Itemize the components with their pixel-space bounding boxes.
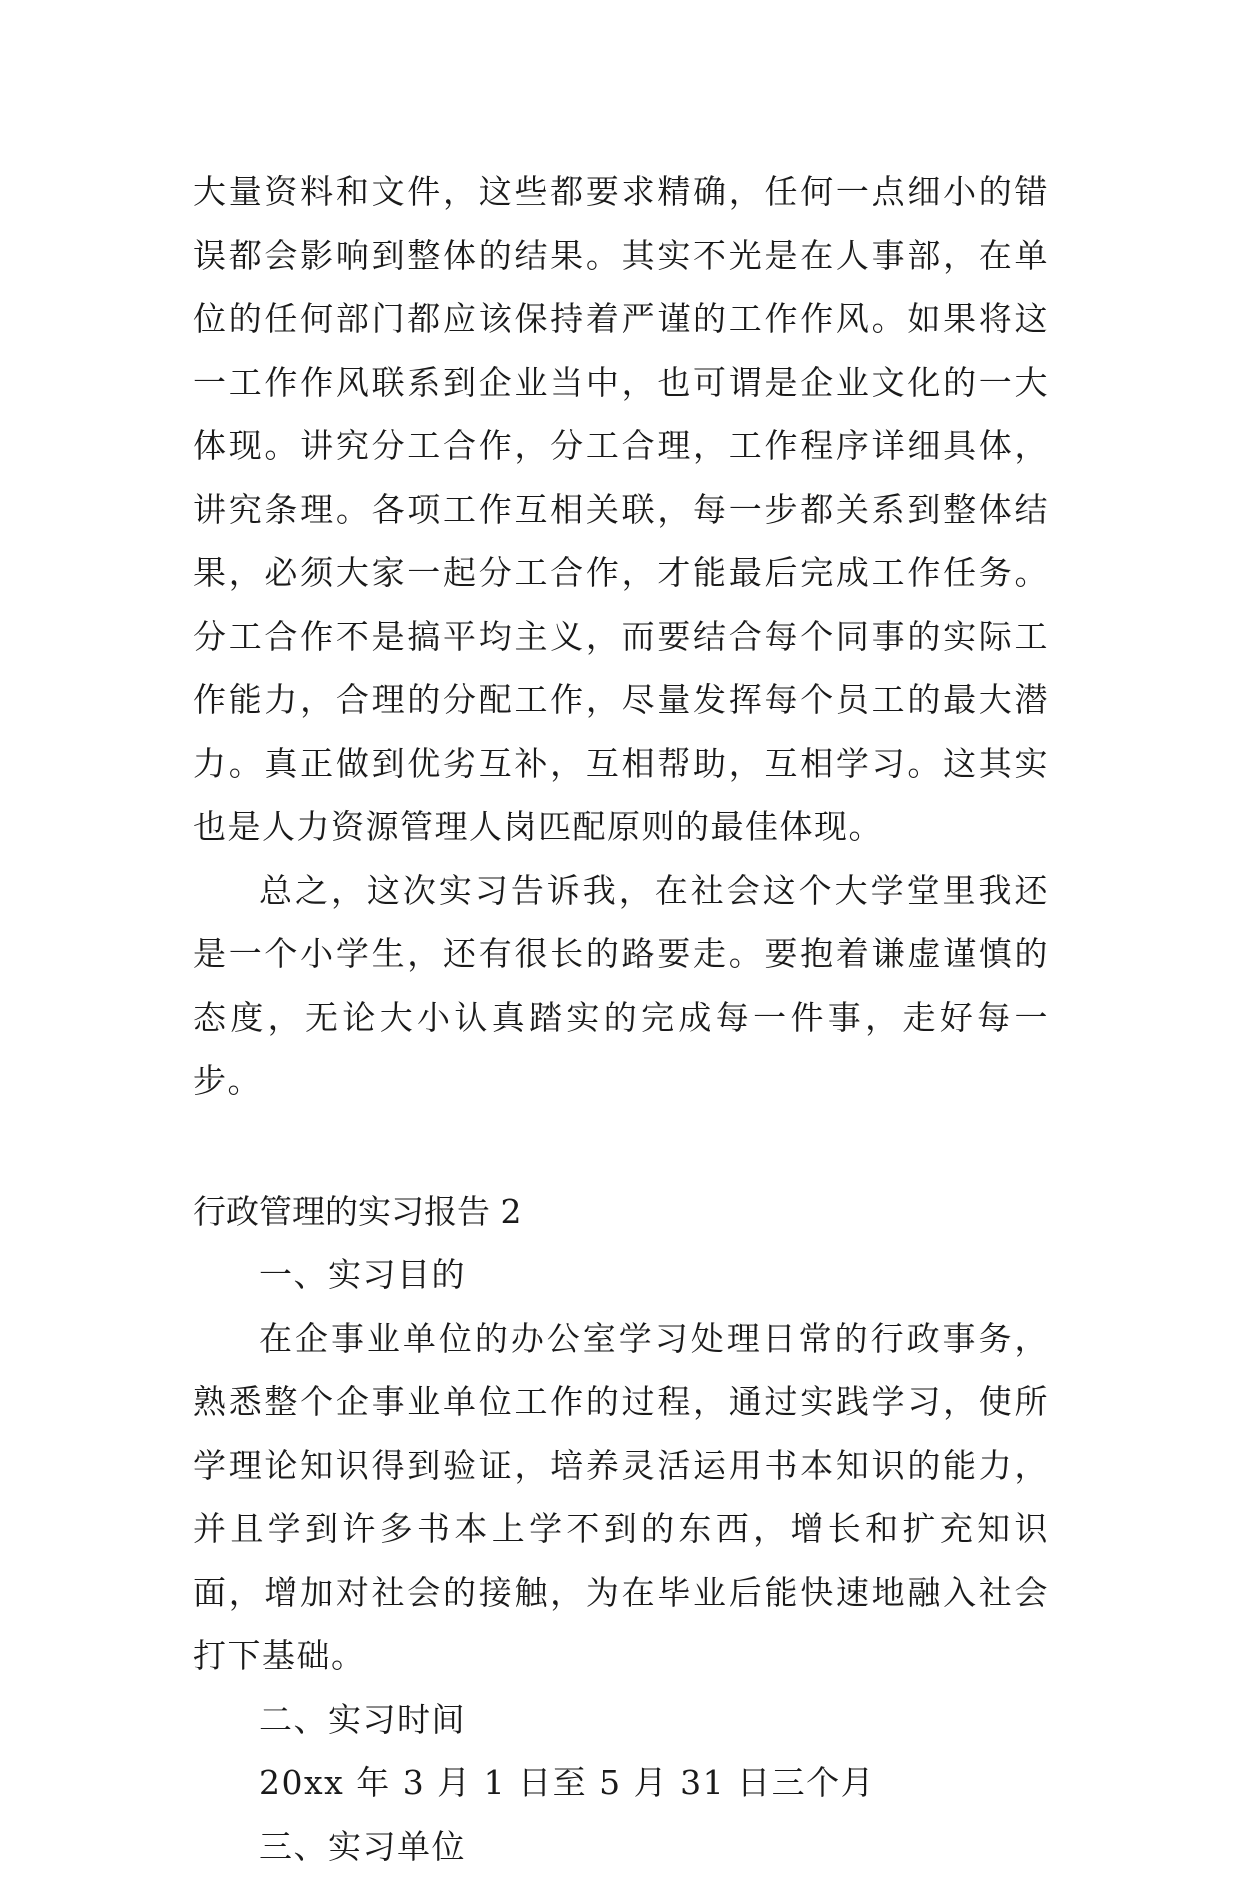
document-body xyxy=(193,160,1049,1878)
paragraph-time: 20xx 年 3 月 1 日至 5 月 31 日三个月 xyxy=(193,1751,1049,1815)
paragraph-conclusion: 总之，这次实习告诉我，在社会这个大学堂里我还是一个小学生，还有很长的路要走。要抱着谦虚谨慎的态度，无论大小认真踏实的完成每一件事，走好每一步。 xyxy=(193,859,1049,1113)
heading-time: 二、实习时间 xyxy=(193,1688,1049,1752)
section-title: 行政管理的实习报告 2 xyxy=(193,1180,1049,1244)
paragraph-purpose: 在企事业单位的办公室学习处理日常的行政事务，熟悉整个企事业单位工作的过程，通过实践学习，使所学理论知识得到验证，培养灵活运用书本知识的能力，并且学到许多书本上学不到的东西，增长和扩充知识面，增加对社会的接触，为在毕业后能快速地融入社会打下基础。 xyxy=(193,1307,1049,1688)
heading-purpose: 一、实习目的 xyxy=(193,1243,1049,1307)
heading-unit: 三、实习单位 xyxy=(193,1815,1049,1878)
paragraph-continuation: 大量资料和文件，这些都要求精确，任何一点细小的错误都会影响到整体的结果。其实不光是在人事部，在单位的任何部门都应该保持着严谨的工作作风。如果将这一工作作风联系到企业当中，也可谓是企业文化的一大体现。讲究分工合作，分工合理，工作程序详细具体，讲究条理。各项工作互相关联，每一步都关系到整体结果，必须大家一起分工合作，才能最后完成工作任务。分工合作不是搞平均主义，而要结合每个同事的实际工作能力，合理的分配工作，尽量发挥每个员工的最大潜力。真正做到优劣互补，互相帮助，互相学习。这其实也是人力资源管理人岗匹配原则的最佳体现。 xyxy=(193,160,1049,859)
